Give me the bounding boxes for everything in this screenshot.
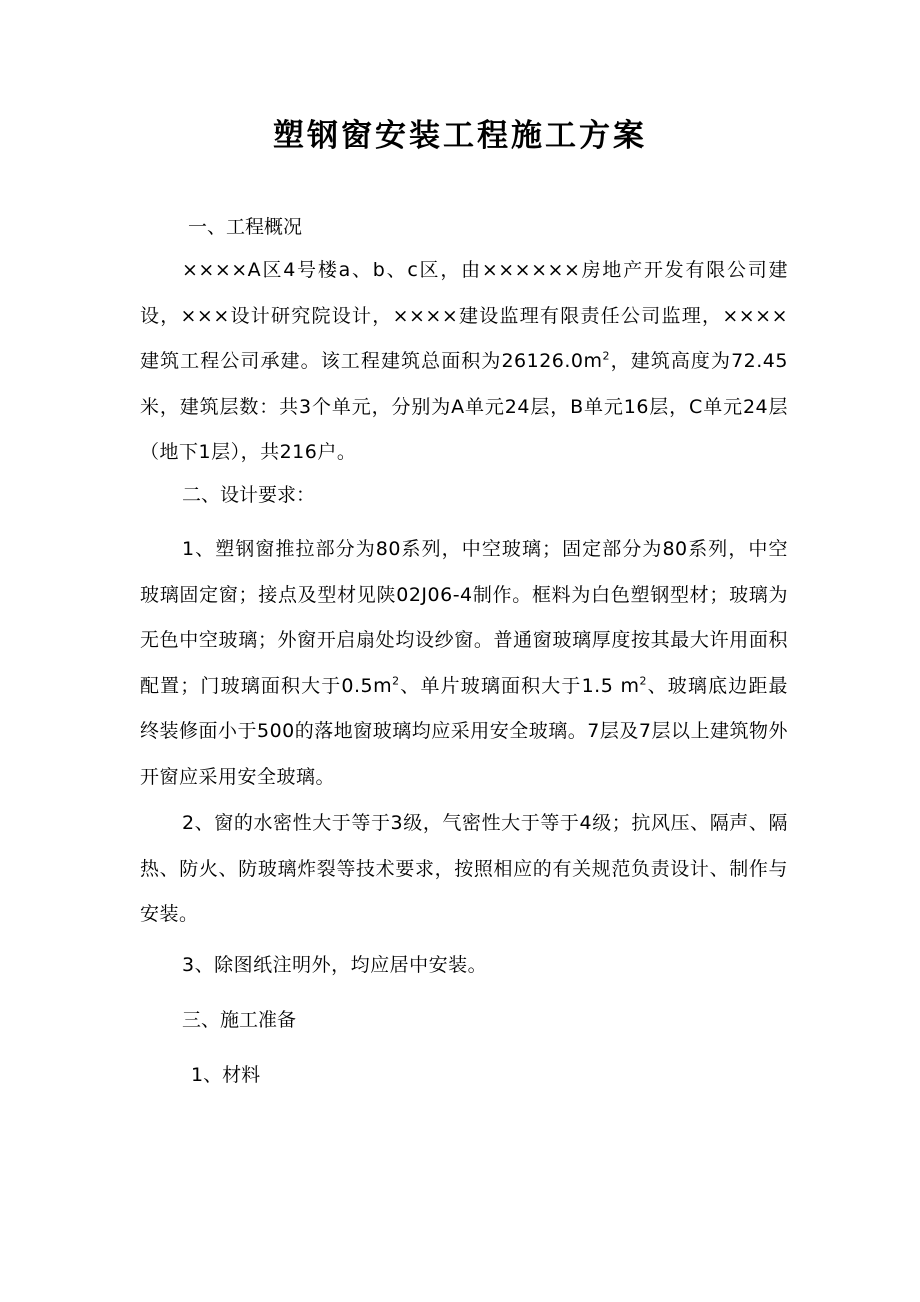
design-item-3: 3、除图纸注明外，均应居中安装。	[182, 954, 488, 976]
section-heading-overview: 一、工程概况	[188, 216, 303, 238]
design-item-1-part-2: 、单片玻璃面积大于1.5 m	[399, 674, 640, 697]
superscript-2: 2	[392, 674, 400, 688]
superscript-2: 2	[602, 349, 611, 363]
superscript-2: 2	[639, 674, 647, 688]
section-heading-preparation: 三、施工准备	[182, 1009, 297, 1031]
document-title: 塑钢窗安装工程施工方案	[273, 118, 647, 154]
overview-text-part-2: ，建筑高度为72.45米，建筑层数：共3个单元，分别为A单元24层，B单元16层，C单元24层（地下1层），共216户。	[140, 350, 788, 463]
design-item-1	[140, 527, 788, 800]
subheading-materials: 1、材料	[191, 1064, 261, 1086]
design-item-2: 2、窗的水密性大于等于3级，气密性大于等于4级；抗风压、隔声、隔热、防火、防玻璃炸裂等技术要求，按照相应的有关规范负责设计、制作与安装。	[140, 812, 788, 925]
design-item-1-part-3: 、玻璃底边距最终装修面小于500的落地窗玻璃均应采用安全玻璃。7层及7层以上建筑物外开窗应采用安全玻璃。	[140, 674, 788, 788]
section-heading-design: 二、设计要求：	[182, 484, 316, 506]
overview-paragraph	[140, 248, 788, 476]
overview-text-part-1: ××××A区4号楼a、b、c区，由××××××房地产开发有限公司建设，×××设计研究院设计，××××建设监理有限责任公司监理，××××建筑工程公司承建。该工程建筑总面积为26126.0m	[140, 259, 788, 372]
design-item-1-part-1: 1、塑钢窗推拉部分为80系列，中空玻璃；固定部分为80系列，中空玻璃固定窗；接点及型材见陕02J06-4制作。框料为白色塑钢型材；玻璃为无色中空玻璃；外窗开启扇处均设纱窗。普通窗玻璃厚度按其最大许用面积配置；门玻璃面积大于0.5m	[140, 538, 788, 697]
